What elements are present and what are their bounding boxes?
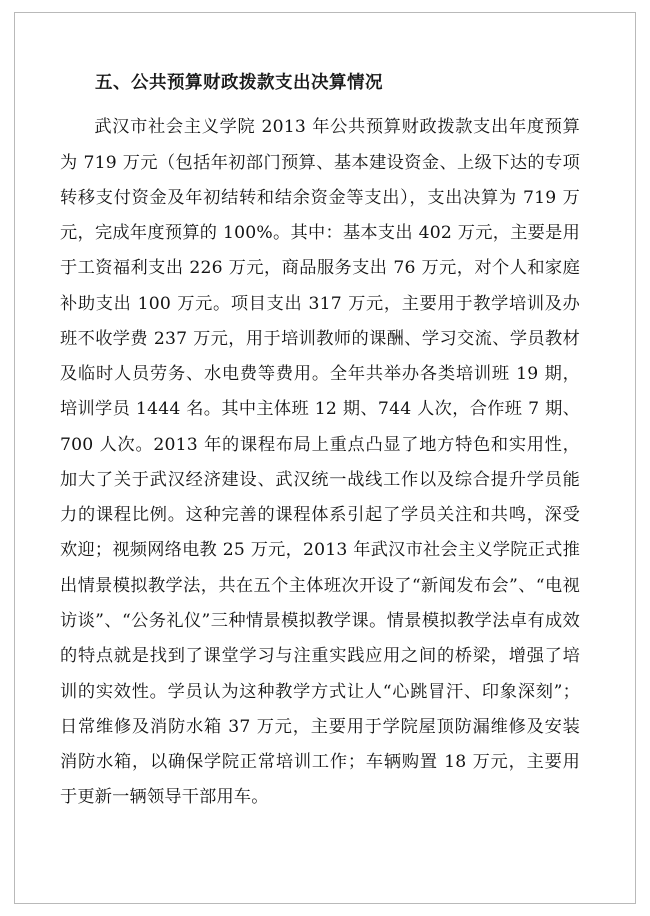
section-body-paragraph: 武汉市社会主义学院 2013 年公共预算财政拨款支出年度预算为 719 万元（包括年初部门预算、基本建设资金、上级下达的专项转移支付资金及年初结转和结余资金等支出），支出决算为 719 万元，完成年度预算的 100%。其中：基本支出 402 万元，主要是用于工资福利支出 226 万元，商品服务支出 76 万元，对个人和家庭补助支出 100 万元。项目支出 317 万元，主要用于教学培训及办班不收学费 237 万元，用于培训教师的课酬、学习交流、学员教材及临时人员劳务、水电费等费用。全年共举办各类培训班 19 期，培训学员 1444 名。其中主体班 12 期、744 人次，合作班 7 期、700 人次。2013 年的课程布局上重点凸显了地方特色和实用性，加大了关于武汉经济建设、武汉统一战线工作以及综合提升学员能力的课程比例。这种完善的课程体系引起了学员关注和共鸣，深受欢迎；视频网络电教 25 万元，2013 年武汉市社会主义学院正式推出情景模拟教学法，共在五个主体班次开设了“新闻发布会”、“电视访谈”、“公务礼仪”三种情景模拟教学课。情景模拟教学法卓有成效的特点就是找到了课堂学习与注重实践应用之间的桥梁，增强了培训的实效性。学员认为这种教学方式让人“心跳冒汗、印象深刻”；日常维修及消防水箱 37 万元，主要用于学院屋顶防漏维修及安装消防水箱，以确保学院正常培训工作；车辆购置 18 万元，主要用于更新一辆领导干部用车。 (60, 117, 580, 808)
section-heading: 五、公共预算财政拨款支出决算情况 (95, 73, 383, 93)
document-content (60, 70, 580, 816)
